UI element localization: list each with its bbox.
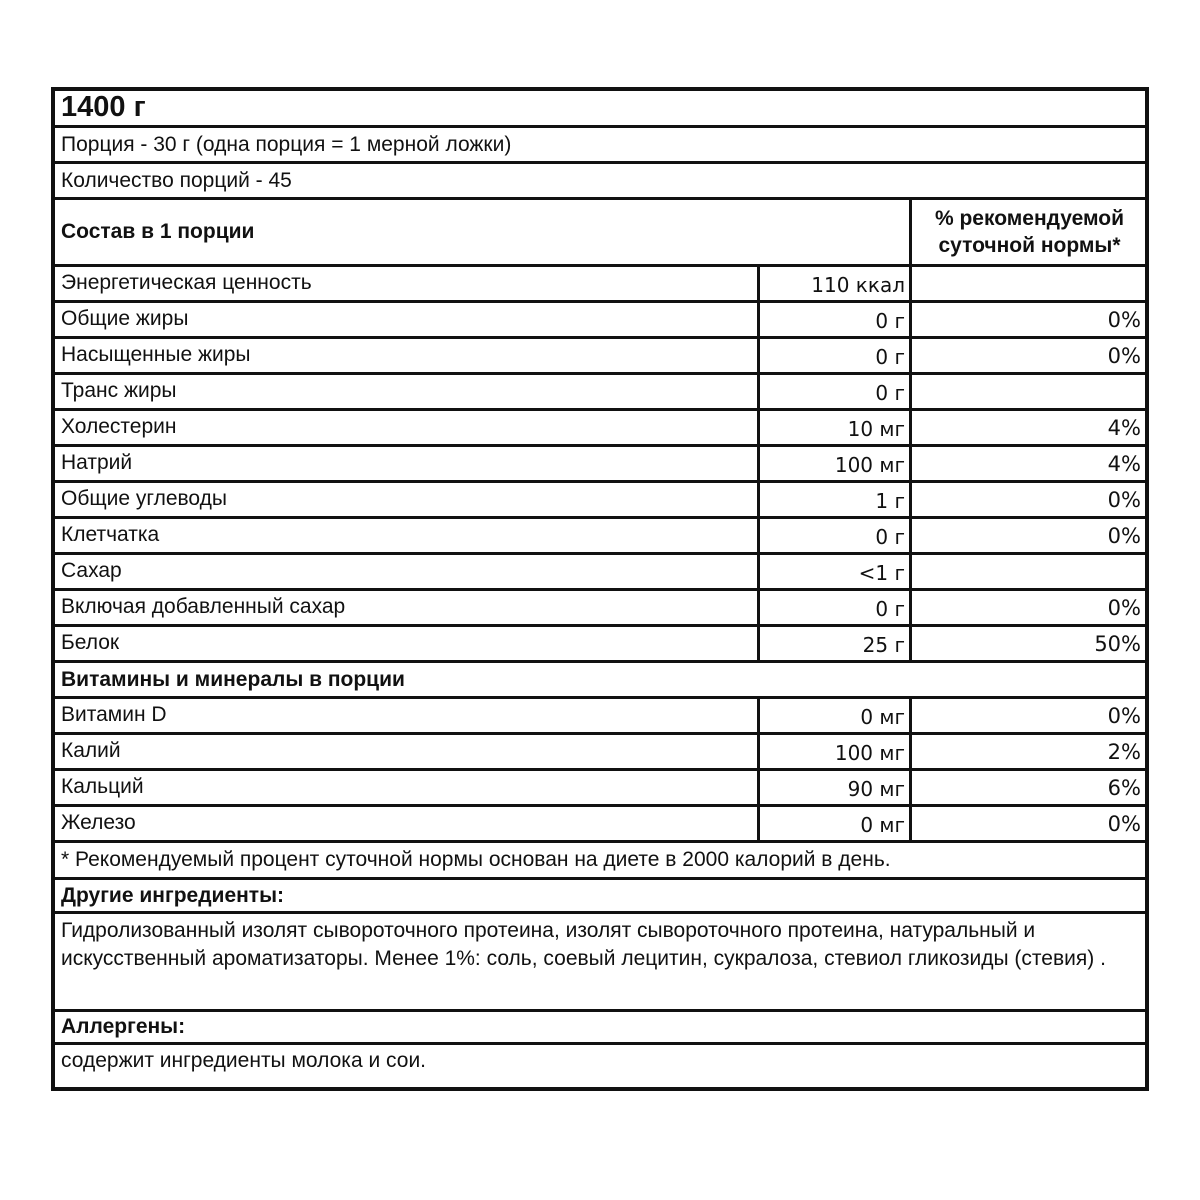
serving-size: Порция - 30 г (одна порция = 1 мерной ложки) (61, 132, 512, 156)
footnote-row (55, 843, 1145, 880)
table-row (55, 303, 1145, 339)
daily-value-header: % рекомендуемой суточной нормы* (934, 206, 1125, 257)
nutrient-daily-percent: 0% (1107, 811, 1141, 836)
nutrient-amount: 100 мг (760, 735, 912, 768)
allergens-row (55, 1045, 1145, 1087)
table-row (55, 807, 1145, 843)
nutrient-name: Общие жиры (55, 303, 760, 336)
nutrient-amount: 10 мг (760, 411, 912, 444)
nutrient-amount: 1 г (760, 483, 912, 516)
other-ingredients-row (55, 914, 1145, 1012)
nutrient-name: Насыщенные жиры (55, 339, 760, 372)
nutrient-daily-percent: 4% (1107, 415, 1141, 440)
allergens-text: содержит ингредиенты молока и сои. (61, 1049, 427, 1072)
nutrient-daily-percent: 6% (1107, 775, 1141, 800)
table-row (55, 447, 1145, 483)
nutrient-daily-percent: 50% (1094, 631, 1141, 656)
nutrient-name: Кальций (55, 771, 760, 804)
vitamins-header: Витамины и минералы в порции (61, 667, 405, 691)
allergens-label-row (55, 1012, 1145, 1045)
nutrient-amount: 0 мг (760, 807, 912, 840)
table-row (55, 699, 1145, 735)
nutrient-name: Сахар (55, 555, 760, 588)
nutrient-rows (55, 267, 1145, 663)
vitamin-rows (55, 699, 1145, 843)
package-weight: 1400 г (61, 91, 146, 124)
vitamins-header-row (55, 663, 1145, 699)
nutrient-name: Включая добавленный сахар (55, 591, 760, 624)
nutrient-daily-percent: 0% (1107, 523, 1141, 548)
nutrient-name: Общие углеводы (55, 483, 760, 516)
nutrient-daily-percent (912, 267, 1145, 300)
package-weight-row (55, 91, 1145, 128)
nutrient-amount: 0 г (760, 519, 912, 552)
nutrient-name: Натрий (55, 447, 760, 480)
table-row (55, 411, 1145, 447)
table-row (55, 483, 1145, 519)
nutrient-amount: 0 мг (760, 699, 912, 732)
nutrient-name: Витамин D (55, 699, 760, 732)
servings-count: Количество порций - 45 (61, 168, 292, 192)
servings-count-row (55, 164, 1145, 200)
nutrient-amount: 90 мг (760, 771, 912, 804)
nutrient-daily-percent: 4% (1107, 451, 1141, 476)
nutrient-name: Железо (55, 807, 760, 840)
composition-header: Состав в 1 порции (55, 200, 912, 264)
allergens-label: Аллергены: (61, 1015, 186, 1039)
serving-size-row (55, 128, 1145, 164)
nutrient-name: Клетчатка (55, 519, 760, 552)
nutrient-daily-percent (912, 555, 1145, 588)
table-header-row (55, 200, 1145, 267)
table-row (55, 519, 1145, 555)
table-row (55, 555, 1145, 591)
nutrient-name: Энергетическая ценность (55, 267, 760, 300)
nutrient-amount: 110 ккал (760, 267, 912, 300)
nutrient-daily-percent: 0% (1107, 595, 1141, 620)
table-row (55, 591, 1145, 627)
table-row (55, 627, 1145, 663)
table-row (55, 735, 1145, 771)
nutrient-daily-percent: 0% (1107, 307, 1141, 332)
nutrient-daily-percent: 0% (1107, 703, 1141, 728)
other-ingredients-label-row (55, 880, 1145, 914)
nutrient-daily-percent (912, 375, 1145, 408)
table-row (55, 339, 1145, 375)
nutrient-amount: 0 г (760, 591, 912, 624)
nutrient-name: Белок (55, 627, 760, 660)
nutrient-amount: 0 г (760, 303, 912, 336)
nutrient-daily-percent: 0% (1107, 343, 1141, 368)
nutrient-name: Холестерин (55, 411, 760, 444)
other-ingredients-label: Другие ингредиенты: (61, 883, 285, 907)
nutrient-name: Транс жиры (55, 375, 760, 408)
nutrient-amount: 100 мг (760, 447, 912, 480)
other-ingredients-text: Гидролизованный изолят сывороточного протеина, изолят сывороточного протеина, натуральный и искусственный ароматизаторы. Менее 1%: соль, соевый лецитин, сукралоза, стевиол гликозиды (стевия) . (61, 919, 1106, 970)
table-row (55, 771, 1145, 807)
nutrient-amount: <1 г (760, 555, 912, 588)
table-row (55, 267, 1145, 303)
nutrient-name: Калий (55, 735, 760, 768)
nutrient-daily-percent: 0% (1107, 487, 1141, 512)
nutrient-amount: 25 г (760, 627, 912, 660)
nutrient-amount: 0 г (760, 339, 912, 372)
nutrient-amount: 0 г (760, 375, 912, 408)
nutrition-facts-table (51, 87, 1149, 1091)
table-row (55, 375, 1145, 411)
footnote: * Рекомендуемый процент суточной нормы основан на диете в 2000 калорий в день. (61, 848, 891, 872)
nutrient-daily-percent: 2% (1107, 739, 1141, 764)
